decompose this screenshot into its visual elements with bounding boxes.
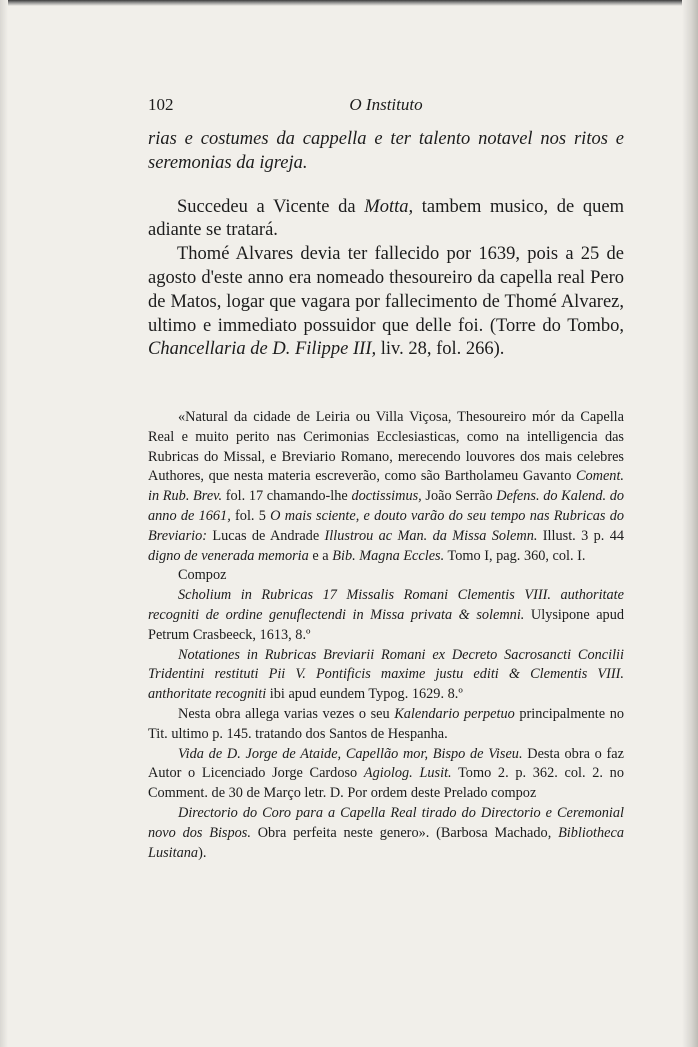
quote-paragraph (148, 646, 624, 705)
text-run: e a (308, 547, 333, 564)
continued-paragraph (148, 128, 624, 176)
text-run: Tomo 2. p. 362. col. 2. no Comment. de 30 de Março letr. D. Por ordem deste Prelado compoz (148, 765, 624, 802)
text-run: Lucas de Andrade (207, 527, 325, 544)
text-run: Illust. 3 p. 44 (537, 527, 624, 544)
text-run-italic: O mais sciente, e douto varão do seu tempo nas Rubricas do Breviario: (148, 507, 624, 544)
text-run-italic: Illustrou ac Man. da Missa Solemn. (324, 527, 538, 544)
text-run-italic: Kalendario perpetuo (394, 705, 515, 722)
page-left-shadow (0, 0, 8, 1047)
text-run: principalmente no Tit. ultimo p. 145. tratando dos Santos de Hespanha. (148, 705, 625, 742)
text-run: Thomé Alvares devia ter fallecido por 1639, pois a 25 de agosto d'este anno era nomeado thesoureiro da capella real Pero de Matos, logar que vagara por fallecimento de Thomé Alvarez, ultimo e immediato possuidor que delle foi. (Torre do Tombo, (148, 244, 624, 336)
text-run: Nesta obra allega varias vezes o seu (178, 705, 395, 722)
quote-paragraph (148, 705, 624, 745)
main-text (148, 128, 624, 362)
quote-paragraph (148, 408, 624, 566)
text-run-italic: Vida de D. Jorge de Ataide, Capellão mor, Bispo de Viseu. (178, 745, 523, 762)
text-run: liv. 28, fol. 266). (376, 339, 505, 360)
text-run: ). (198, 844, 207, 861)
text-run-italic: Defens. do Kalend. do anno de 1661, (148, 488, 625, 524)
paragraph-thome-alvares (148, 243, 624, 362)
continued-paragraph-text: rias e costumes da cappella e ter talento notavel nos ritos e seremonias da igreja. (148, 129, 624, 173)
text-run-italic: Scholium in Rubricas 17 Missalis Romani Clementis VIII. authoritate recogniti de ordine genuflectendi in Missa privata & solemni. (148, 587, 624, 623)
text-run: Tomo I, pag. 360, col. I. (444, 547, 586, 564)
text-run: Obra perfeita neste genero». (Barbosa Machado, (250, 824, 559, 841)
quotation-block (148, 408, 624, 863)
text-run-italic: Agiolog. Lusit. (363, 765, 452, 782)
text-run-italic: Chancellaria de D. Filippe III, (148, 339, 377, 360)
quote-paragraph (148, 566, 624, 586)
text-run-italic: Directorio do Coro para a Capella Real tirado do Directorio e Ceremonial novo dos Bispos. (148, 804, 624, 841)
text-run-italic: Coment. in Rub. Brev. (148, 468, 624, 505)
text-run: Ulysipone apud Petrum Crasbeeck, 1613, 8.º (148, 606, 624, 643)
text-run: Desta obra o faz Autor o Licenciado Jorge Cardoso (148, 745, 624, 782)
text-run: fol. 17 chamando-lhe (222, 488, 352, 505)
text-run-italic: Bib. Magna Eccles. (332, 547, 445, 564)
text-run: «Natural da cidade de Leiria ou Villa Viçosa, Thesoureiro mór da Capella Real e muito perito nas Cerimonias Ecclesiasticas, como na intelligencia das Rubricas do Missal, e Breviario Romano, merecendo louvores dos mais celebres Authores, que nesta materia escreverão, como são Bartholameu Gavanto (148, 409, 624, 485)
paragraph-gap (148, 176, 624, 196)
text-run: Compoz (178, 567, 227, 584)
text-run-italic: Notationes in Rubricas Breviarii Romani ex Decreto Sacrosancti Concilii Tridentini restituti Pii V. Pontificis maxime justu editi & Clementis VIII. anthoritate recogniti (148, 646, 624, 703)
text-run-italic: Bibliotheca Lusitana (148, 824, 624, 861)
text-run: ibi apud eundem Typog. 1629. 8.º (266, 686, 463, 703)
paragraph-succession (148, 196, 624, 244)
text-run-italic: digno de venerada memoria (148, 547, 309, 564)
running-title: O Instituto (349, 95, 423, 114)
page-number: 102 (148, 95, 174, 114)
page-top-edge (0, 0, 698, 6)
page-header (148, 95, 624, 117)
text-run: Succedeu a Vicente da (177, 196, 365, 217)
text-run: tambem musico, de quem adiante se tratará. (148, 196, 624, 241)
quote-paragraph (148, 745, 624, 804)
page-right-edge (682, 0, 698, 1047)
text-run-italic: Motta, (364, 196, 414, 217)
text-run: João Serrão (421, 488, 497, 505)
quote-paragraph (148, 586, 624, 645)
quote-paragraph (148, 804, 624, 863)
text-run-italic: doctissimus, (351, 488, 422, 505)
text-run: fol. 5 (230, 507, 271, 524)
